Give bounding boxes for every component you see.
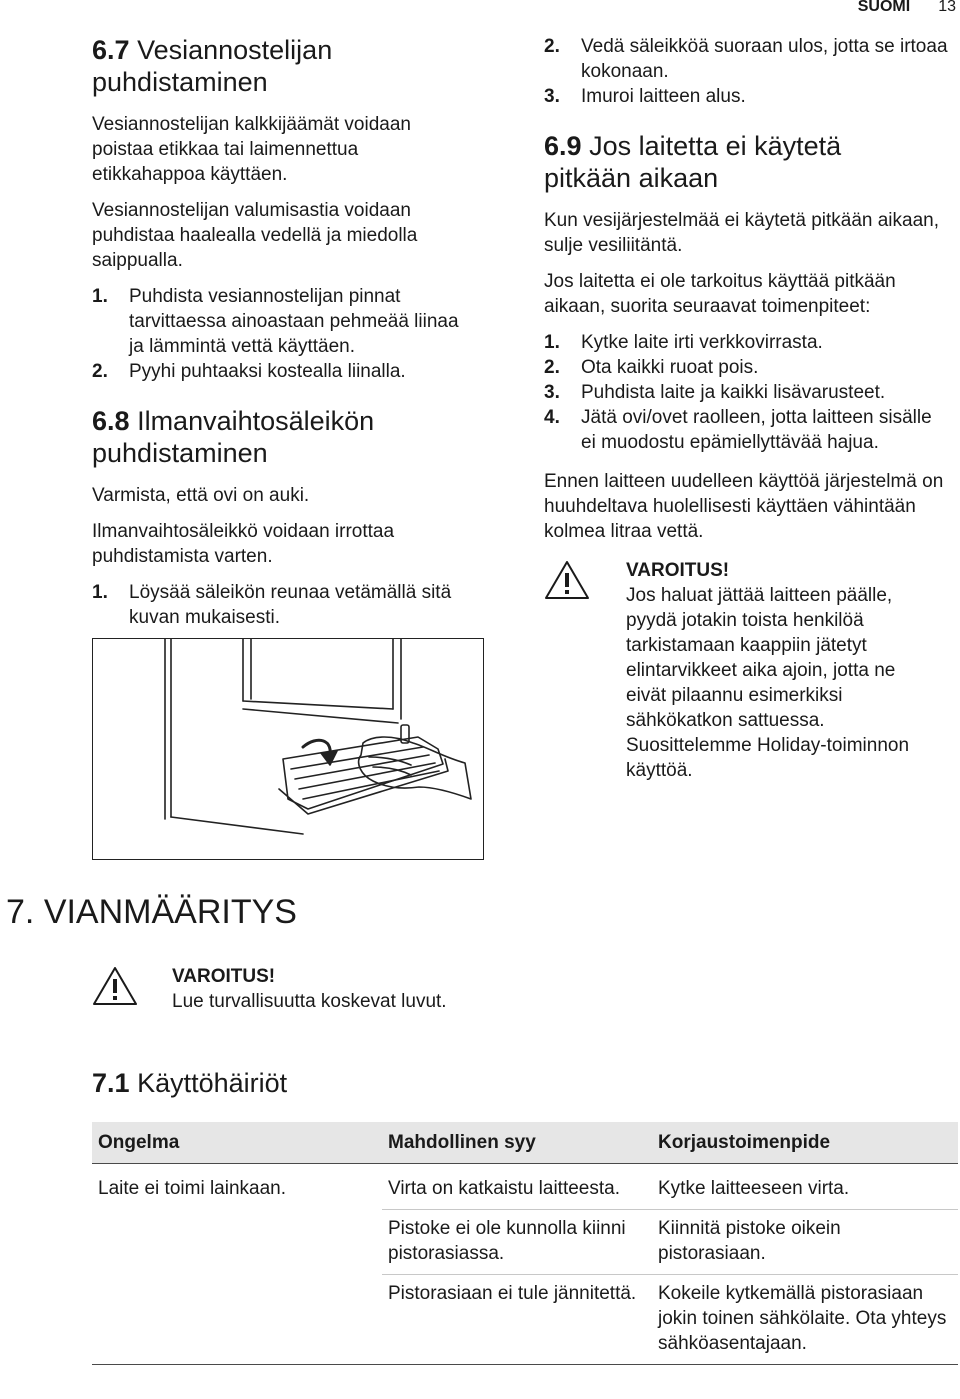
warning-block-holiday <box>544 558 926 783</box>
table-header-row <box>92 1122 958 1164</box>
section-6-7-heading: 6.7 Vesiannostelijan puhdistaminen <box>92 35 333 97</box>
warning-title: VAROITUS! <box>626 560 730 581</box>
section-6-8-steps-continued <box>544 34 958 109</box>
section-6-9-para2: Jos laitetta ei ole tarkoitus käyttää pitkään aikaan, suorita seuraavat toimenpiteet: <box>544 271 896 317</box>
section-6-7-para2: Vesiannostelijan valumisastia voidaan puhdistaa haalealla vedellä ja miedolla saippualla. <box>92 200 418 271</box>
list-item: 1. Kytke laite irti verkkovirrasta. <box>544 332 823 353</box>
column-header: Mahdollinen syy <box>382 1122 652 1164</box>
section-6-8-para1: Varmista, että ovi on auki. <box>92 485 310 506</box>
list-item: 3. Imuroi laitteen alus. <box>544 86 746 107</box>
list-item: 2. Pyyhi puhtaaksi kostealla liinalla. <box>92 361 406 382</box>
warning-triangle-icon <box>92 966 138 1006</box>
list-item: 3. Puhdista laite ja kaikki lisävarusteet. <box>544 382 886 403</box>
table-cell <box>92 1210 382 1275</box>
section-6-8-heading: 6.8 Ilmanvaihtosäleikön puhdistaminen <box>92 406 375 468</box>
column-header: Korjaustoimenpide <box>652 1122 958 1164</box>
left-column <box>92 34 482 630</box>
table-cell: Pistorasiaan ei tule jännitettä. <box>382 1275 652 1365</box>
section-6-9-para3: Ennen laitteen uudelleen käyttöä järjestelmä on huuhdeltava huolellisesti käyttäen vähintään kolmea litraa vettä. <box>544 471 944 542</box>
table-cell <box>92 1275 382 1365</box>
section-6-7-steps <box>92 284 472 384</box>
warning-triangle-icon <box>544 560 590 600</box>
table-cell: Kiinnitä pistoke oikein pistorasiaan. <box>652 1210 958 1275</box>
table-row <box>92 1275 958 1365</box>
right-column <box>544 34 958 783</box>
section-6-8-para2: Ilmanvaihtosäleikkö voidaan irrottaa puhdistamista varten. <box>92 521 395 567</box>
list-item: 2. Vedä säleikköä suoraan ulos, jotta se irtoaa kokonaan. <box>544 36 948 82</box>
table-row <box>92 1164 958 1210</box>
table-cell: Virta on katkaistu laitteesta. <box>382 1164 652 1210</box>
grille-removal-drawing <box>93 639 483 859</box>
page-number: 13 <box>938 0 956 15</box>
section-7-heading: 7. VIANMÄÄRITYS <box>6 893 297 931</box>
language-label: SUOMI <box>857 0 911 15</box>
warning-title: VAROITUS! <box>172 966 276 987</box>
vent-grille-illustration <box>92 638 484 860</box>
section-6-9-para1: Kun vesijärjestelmää ei käytetä pitkään aikaan, sulje vesiliitäntä. <box>544 210 940 256</box>
section-6-7-para1: Vesiannostelijan kalkkijäämät voidaan poistaa etikkaa tai laimennettua etikkahappoa käyttäen. <box>92 114 411 185</box>
list-item: 4. Jätä ovi/ovet raolleen, jotta laitteen sisälle ei muodostu epämiellyttävää hajua. <box>544 407 932 453</box>
list-item: 1. Löysää säleikön reunaa vetämällä sitä kuvan mukaisesti. <box>92 582 452 628</box>
section-6-9-steps <box>544 330 944 455</box>
warning-text: Jos haluat jättää laitteen päälle, pyydä jotakin toista henkilöä tarkistamaan kaappiin jätetyt elintarvikkeet aika ajoin, jotta ne eivät pilaannu esimerkiksi sähkökatkon sattuessa. Suosittelemme Holiday-toiminnon käyttöä. <box>626 585 910 781</box>
page-header <box>858 0 956 16</box>
section-6-9-heading: 6.9 Jos laitetta ei käytetä pitkään aikaan <box>544 131 842 193</box>
table-row <box>92 1210 958 1275</box>
warning-block-safety <box>92 964 552 1014</box>
table-cell: Laite ei toimi lainkaan. <box>92 1164 382 1210</box>
table-cell: Kokeile kytkemällä pistorasiaan jokin toinen sähkölaite. Ota yhteys sähköasentajaan. <box>652 1275 958 1365</box>
list-item: 2. Ota kaikki ruoat pois. <box>544 357 759 378</box>
list-item: 1. Puhdista vesiannostelijan pinnat tarvittaessa ainoastaan pehmeää liinaa ja lämmintä vettä käyttäen. <box>92 286 459 357</box>
table-cell: Pistoke ei ole kunnolla kiinni pistorasiassa. <box>382 1210 652 1275</box>
section-7-1-heading: 7.1 Käyttöhäiriöt <box>92 1068 288 1098</box>
column-header: Ongelma <box>92 1122 382 1164</box>
table-cell: Kytke laitteeseen virta. <box>652 1164 958 1210</box>
section-6-8-steps <box>92 580 472 630</box>
warning-text: Lue turvallisuutta koskevat luvut. <box>172 991 447 1012</box>
troubleshooting-table <box>92 1122 958 1365</box>
